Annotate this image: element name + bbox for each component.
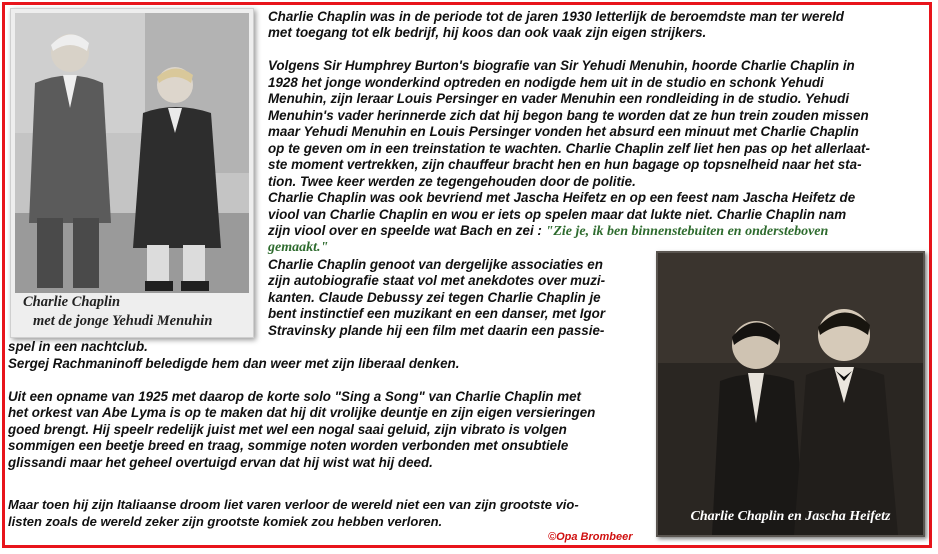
p4-line-2: zijn autobiografie staat vol met anekdotes over muzi- (268, 273, 606, 288)
p4-line-1: Charlie Chaplin genoot van dergelijke associaties en (268, 257, 603, 272)
p4-line-5: Stravinsky plande hij een film met daarin een passie- (268, 323, 605, 338)
p2-line-5: maar Yehudi Menuhin en Louis Persinger vonden het absurd een minuut met Charlie Chaplin (268, 124, 859, 139)
p5-line-5: glissandi maar het geheel overtuigd ervan dat hij wist wat hij deed. (8, 455, 433, 470)
author-credit: ©Opa Brombeer (548, 531, 633, 543)
p1-line-1: Charlie Chaplin was in de periode tot de jaren 1930 letterlijk de beroemdste man ter wereld (268, 9, 844, 24)
p3-line-3-text: zijn viool over en speelde wat Bach en zei : (268, 223, 542, 238)
caption-line-1: Charlie Chaplin (23, 294, 121, 310)
p5-line-2: het orkest van Abe Lyma is op te maken dat hij dit vrolijke deuntje en zijn eigen versieringen (8, 405, 596, 420)
photo-chaplin-menuhin (10, 8, 254, 338)
p2-line-1: Volgens Sir Humphrey Burton's biografie van Sir Yehudi Menuhin, hoorde Charlie Chaplin in (268, 58, 855, 73)
photo-chaplin-menuhin-caption (11, 293, 253, 331)
p5-line-1: Uit een opname van 1925 met daarop de korte solo "Sing a Song" van Charlie Chaplin met (8, 389, 582, 404)
p1-line-2: met toegang tot elk bedrijf, hij koos dan ook vaak zijn eigen strijkers. (268, 25, 707, 40)
p4-line-4: bent instinctief een muzikant en een danser, met Igor (268, 306, 606, 321)
photo-chaplin-heifetz-caption: Charlie Chaplin en Jascha Heifetz (690, 509, 891, 524)
p2-line-2: 1928 het jonge wonderkind optreden en nodigde hem uit in de studio en schonk Yehudi (268, 75, 824, 90)
p2-line-6: op te geven om in een treinstation te wachten. Charlie Chaplin zelf liet hen pas op het allerlaat- (268, 141, 870, 156)
chaplin-quote-part-2: gemaakt." (268, 240, 329, 255)
chaplin-quote-part-1: "Zie je, ik ben binnenstebuiten en ondersteboven (545, 224, 829, 239)
p4-line-7: Sergej Rachmaninoff beledigde hem dan weer met zijn liberaal denken. (8, 356, 460, 371)
photo-chaplin-heifetz-illustration (658, 253, 923, 535)
p3-line-2: viool van Charlie Chaplin en wou er iets op spelen maar dat lukte niet. Charlie Chaplin nam (268, 207, 847, 222)
caption-line-2: met de jonge Yehudi Menuhin (33, 313, 213, 329)
p3-line-1: Charlie Chaplin was ook bevriend met Jascha Heifetz en op een feest nam Jascha Heifetz de (268, 190, 856, 205)
p4-line-3: kanten. Claude Debussy zei tegen Charlie Chaplin je (268, 290, 601, 305)
p2-line-3: Menuhin, zijn leraar Louis Persinger en vader Menuhin een rondleiding in de studio. Yehudi (268, 91, 850, 106)
photo-chaplin-menuhin-image (15, 13, 249, 293)
p2-line-7: ste moment vertrekken, zijn chauffeur bracht hen en hun bagage op topsnelheid naar het sta- (268, 157, 862, 172)
p3-line-3 (268, 223, 828, 240)
p2-line-8: tion. Twee keer werden ze tegengehouden door de politie. (268, 174, 636, 189)
photo-chaplin-menuhin-illustration (15, 13, 249, 293)
p6-line-1: Maar toen hij zijn Italiaanse droom liet varen verloor de wereld niet een van zijn grootste vio- (8, 497, 579, 512)
p6-line-2: listen zoals de wereld zeker zijn grootste komiek zou hebben verloren. (8, 514, 443, 529)
p4-line-6: spel in een nachtclub. (8, 339, 148, 354)
p2-line-4: Menuhin's vader herinnerde zich dat hij begon bang te worden dat ze hun trein zouden missen (268, 108, 869, 123)
p5-line-3: goed brengt. Hij speelr redelijk juist met wel een nogal saai geluid, zijn vibrato is volgen (8, 422, 567, 437)
p5-line-4: sommigen een beetje breed en traag, sommige noten worden verbonden met onsubtiele (8, 438, 569, 453)
photo-chaplin-heifetz (656, 251, 925, 537)
